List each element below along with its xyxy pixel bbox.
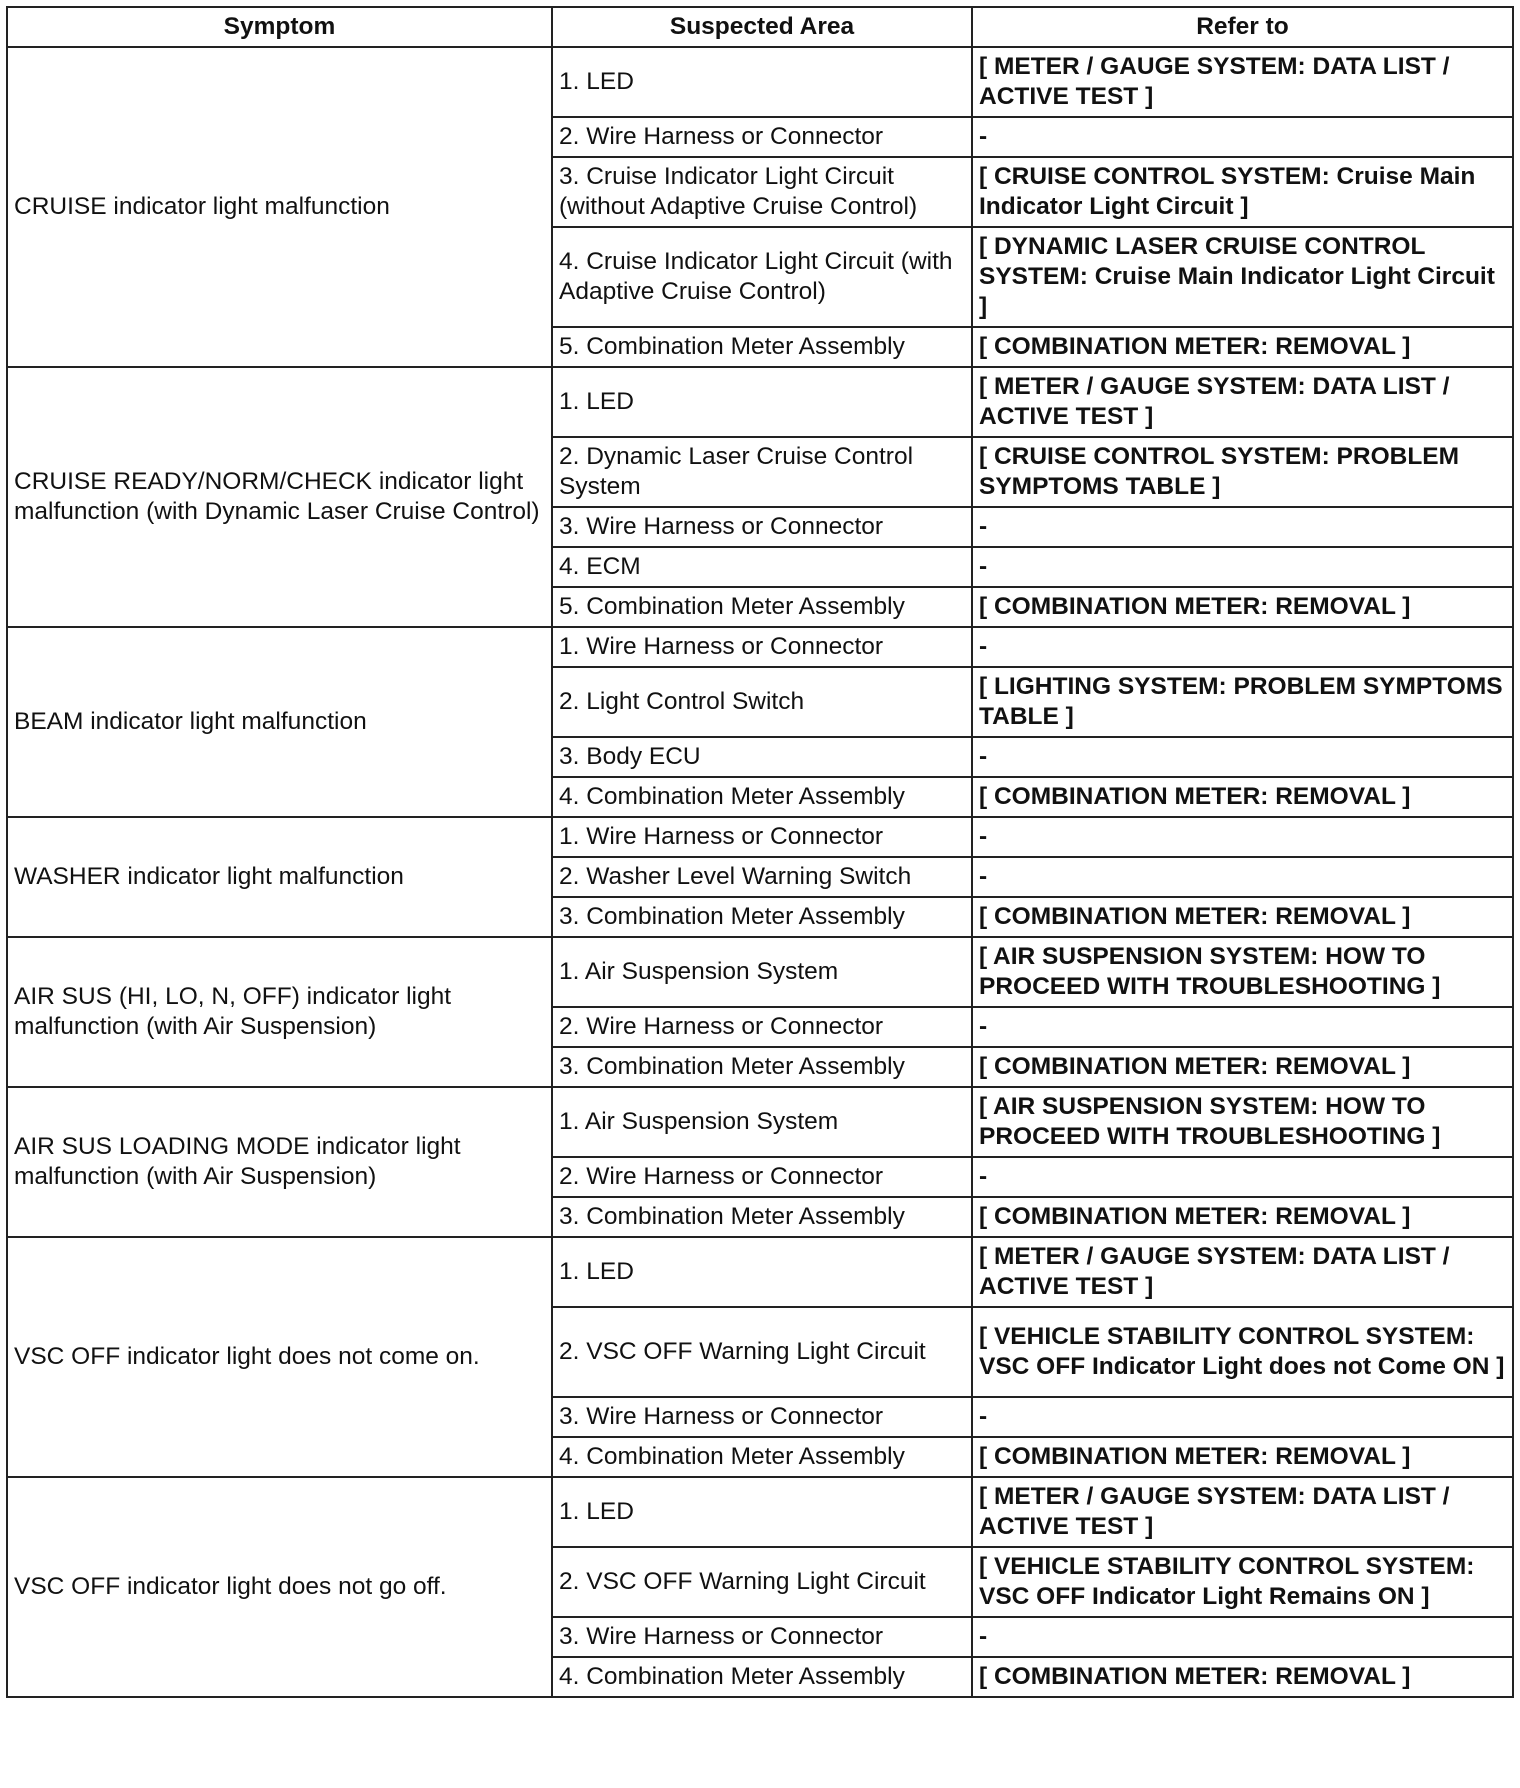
- suspected-area-cell: 4. Combination Meter Assembly: [552, 777, 972, 817]
- suspected-area-cell: 2. VSC OFF Warning Light Circuit: [552, 1547, 972, 1617]
- symptom-cell: VSC OFF indicator light does not go off.: [7, 1477, 552, 1697]
- refer-to-link: -: [972, 857, 1513, 897]
- suspected-area-cell: 2. Wire Harness or Connector: [552, 1007, 972, 1047]
- refer-to-link[interactable]: [ COMBINATION METER: REMOVAL ]: [972, 1047, 1513, 1087]
- refer-to-link: -: [972, 547, 1513, 587]
- suspected-area-cell: 3. Combination Meter Assembly: [552, 1047, 972, 1087]
- refer-to-link[interactable]: [ CRUISE CONTROL SYSTEM: PROBLEM SYMPTOMS TABLE ]: [972, 437, 1513, 507]
- suspected-area-cell: 2. VSC OFF Warning Light Circuit: [552, 1307, 972, 1397]
- table-row: [7, 1087, 1513, 1157]
- suspected-area-cell: 4. Combination Meter Assembly: [552, 1657, 972, 1697]
- table-row: [7, 47, 1513, 117]
- refer-to-link[interactable]: [ METER / GAUGE SYSTEM: DATA LIST / ACTIVE TEST ]: [972, 1237, 1513, 1307]
- table-row: [7, 1237, 1513, 1307]
- suspected-area-cell: 1. LED: [552, 1237, 972, 1307]
- symptom-cell: CRUISE READY/NORM/CHECK indicator light malfunction (with Dynamic Laser Cruise Control): [7, 367, 552, 627]
- suspected-area-cell: 4. ECM: [552, 547, 972, 587]
- refer-to-link[interactable]: [ VEHICLE STABILITY CONTROL SYSTEM: VSC OFF Indicator Light does not Come ON ]: [972, 1307, 1513, 1397]
- table-row: [7, 817, 1513, 857]
- refer-to-link[interactable]: [ DYNAMIC LASER CRUISE CONTROL SYSTEM: Cruise Main Indicator Light Circuit ]: [972, 227, 1513, 327]
- suspected-area-cell: 3. Cruise Indicator Light Circuit (without Adaptive Cruise Control): [552, 157, 972, 227]
- suspected-area-cell: 4. Cruise Indicator Light Circuit (with Adaptive Cruise Control): [552, 227, 972, 327]
- refer-to-link: -: [972, 507, 1513, 547]
- suspected-area-cell: 5. Combination Meter Assembly: [552, 587, 972, 627]
- suspected-area-cell: 1. Air Suspension System: [552, 1087, 972, 1157]
- suspected-area-cell: 2. Wire Harness or Connector: [552, 1157, 972, 1197]
- suspected-area-cell: 2. Dynamic Laser Cruise Control System: [552, 437, 972, 507]
- suspected-area-cell: 1. Wire Harness or Connector: [552, 627, 972, 667]
- symptom-cell: CRUISE indicator light malfunction: [7, 47, 552, 367]
- suspected-area-cell: 1. LED: [552, 367, 972, 437]
- header-refer-to: Refer to: [972, 7, 1513, 47]
- refer-to-link: -: [972, 1397, 1513, 1437]
- table-body: [7, 47, 1513, 1697]
- refer-to-link: -: [972, 1157, 1513, 1197]
- refer-to-link: -: [972, 627, 1513, 667]
- refer-to-link: -: [972, 1007, 1513, 1047]
- suspected-area-cell: 3. Wire Harness or Connector: [552, 1617, 972, 1657]
- suspected-area-cell: 2. Wire Harness or Connector: [552, 117, 972, 157]
- symptom-cell: VSC OFF indicator light does not come on.: [7, 1237, 552, 1477]
- refer-to-link[interactable]: [ AIR SUSPENSION SYSTEM: HOW TO PROCEED WITH TROUBLESHOOTING ]: [972, 1087, 1513, 1157]
- refer-to-link: -: [972, 117, 1513, 157]
- table-row: [7, 627, 1513, 667]
- refer-to-link[interactable]: [ COMBINATION METER: REMOVAL ]: [972, 1197, 1513, 1237]
- symptom-cell: AIR SUS (HI, LO, N, OFF) indicator light malfunction (with Air Suspension): [7, 937, 552, 1087]
- refer-to-link: -: [972, 1617, 1513, 1657]
- refer-to-link[interactable]: [ CRUISE CONTROL SYSTEM: Cruise Main Indicator Light Circuit ]: [972, 157, 1513, 227]
- suspected-area-cell: 1. Air Suspension System: [552, 937, 972, 1007]
- refer-to-link[interactable]: [ METER / GAUGE SYSTEM: DATA LIST / ACTIVE TEST ]: [972, 47, 1513, 117]
- table-row: [7, 367, 1513, 437]
- suspected-area-cell: 3. Wire Harness or Connector: [552, 507, 972, 547]
- suspected-area-cell: 2. Light Control Switch: [552, 667, 972, 737]
- suspected-area-cell: 3. Wire Harness or Connector: [552, 1397, 972, 1437]
- suspected-area-cell: 3. Combination Meter Assembly: [552, 1197, 972, 1237]
- refer-to-link[interactable]: [ COMBINATION METER: REMOVAL ]: [972, 897, 1513, 937]
- refer-to-link[interactable]: [ AIR SUSPENSION SYSTEM: HOW TO PROCEED WITH TROUBLESHOOTING ]: [972, 937, 1513, 1007]
- header-row: [7, 7, 1513, 47]
- symptom-cell: WASHER indicator light malfunction: [7, 817, 552, 937]
- refer-to-link: -: [972, 817, 1513, 857]
- refer-to-link[interactable]: [ COMBINATION METER: REMOVAL ]: [972, 587, 1513, 627]
- refer-to-link[interactable]: [ COMBINATION METER: REMOVAL ]: [972, 777, 1513, 817]
- suspected-area-cell: 3. Combination Meter Assembly: [552, 897, 972, 937]
- refer-to-link[interactable]: [ LIGHTING SYSTEM: PROBLEM SYMPTOMS TABLE ]: [972, 667, 1513, 737]
- refer-to-link[interactable]: [ COMBINATION METER: REMOVAL ]: [972, 1657, 1513, 1697]
- table-row: [7, 1477, 1513, 1547]
- table-row: [7, 937, 1513, 1007]
- refer-to-link[interactable]: [ COMBINATION METER: REMOVAL ]: [972, 327, 1513, 367]
- suspected-area-cell: 1. LED: [552, 1477, 972, 1547]
- refer-to-link[interactable]: [ VEHICLE STABILITY CONTROL SYSTEM: VSC OFF Indicator Light Remains ON ]: [972, 1547, 1513, 1617]
- refer-to-link[interactable]: [ METER / GAUGE SYSTEM: DATA LIST / ACTIVE TEST ]: [972, 367, 1513, 437]
- suspected-area-cell: 4. Combination Meter Assembly: [552, 1437, 972, 1477]
- refer-to-link[interactable]: [ COMBINATION METER: REMOVAL ]: [972, 1437, 1513, 1477]
- header-symptom: Symptom: [7, 7, 552, 47]
- refer-to-link[interactable]: [ METER / GAUGE SYSTEM: DATA LIST / ACTIVE TEST ]: [972, 1477, 1513, 1547]
- header-suspected-area: Suspected Area: [552, 7, 972, 47]
- symptom-cell: BEAM indicator light malfunction: [7, 627, 552, 817]
- suspected-area-cell: 2. Washer Level Warning Switch: [552, 857, 972, 897]
- suspected-area-cell: 1. Wire Harness or Connector: [552, 817, 972, 857]
- suspected-area-cell: 3. Body ECU: [552, 737, 972, 777]
- symptom-cell: AIR SUS LOADING MODE indicator light malfunction (with Air Suspension): [7, 1087, 552, 1237]
- problem-symptoms-table: [6, 6, 1514, 1698]
- suspected-area-cell: 1. LED: [552, 47, 972, 117]
- suspected-area-cell: 5. Combination Meter Assembly: [552, 327, 972, 367]
- refer-to-link: -: [972, 737, 1513, 777]
